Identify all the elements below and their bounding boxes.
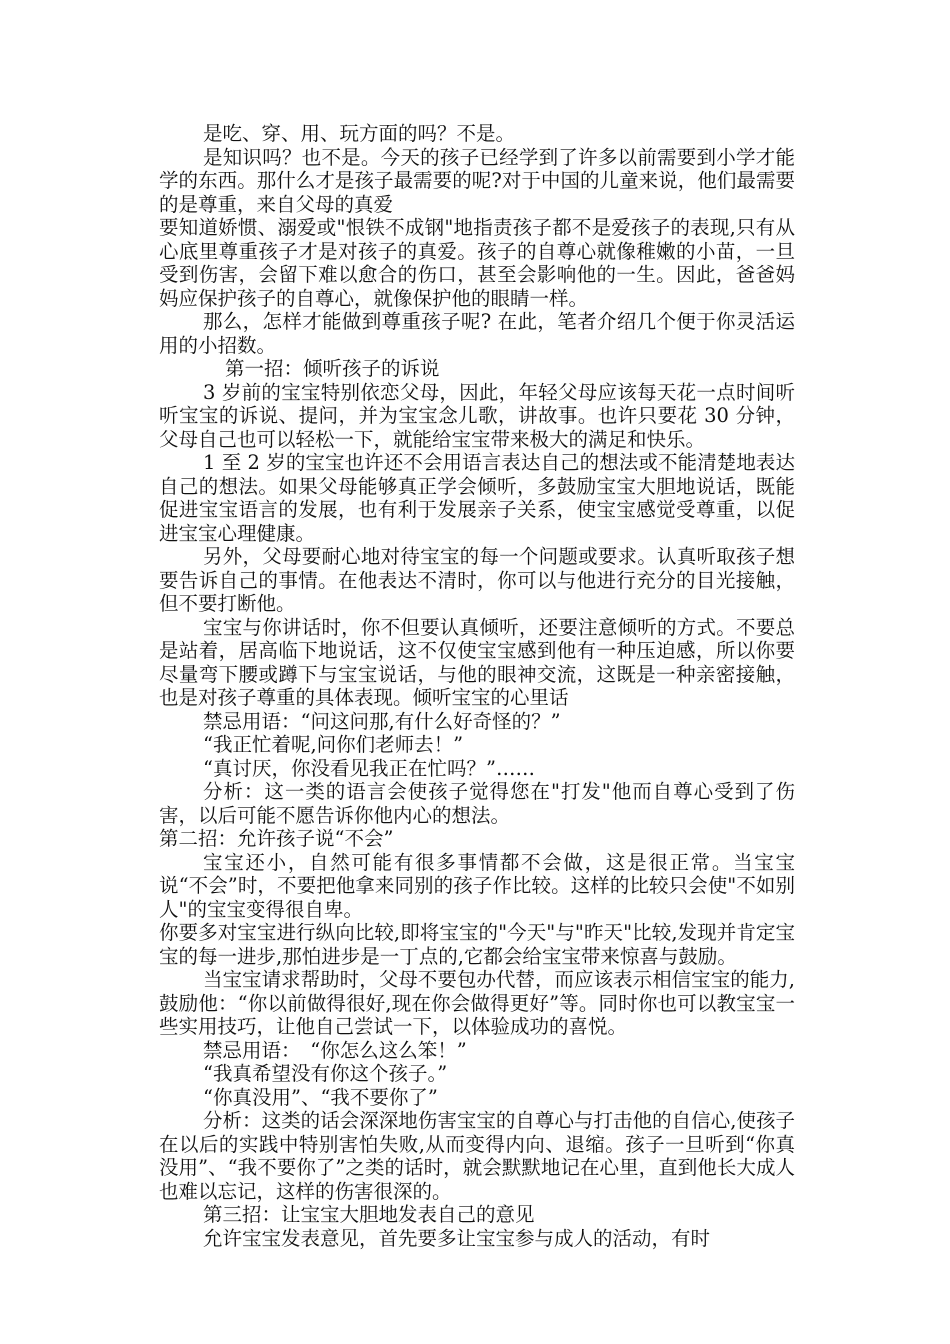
paragraph: 宝宝还小，自然可能有很多事情都不会做，这是很正常。当宝宝说“不会”时，不要把他拿来同别的孩子作比较。这样的比较只会使"不如别人"的宝宝变得很自卑。 [159,850,795,921]
paragraph: 第二招：允许孩子说“不会” [159,827,394,850]
paragraph: 那么，怎样才能做到尊重孩子呢? 在此，笔者介绍几个便于你灵活运用的小招数。 [159,310,795,357]
paragraph: “我正忙着呢,问你们老师去！” [203,733,464,756]
paragraph: 3 岁前的宝宝特别依恋父母，因此，年轻父母应该每天花一点时间听听宝宝的诉说、提问，并为宝宝念儿歌，讲故事。也许只要花 30 分钟，父母自己也可以轻松一下，就能给宝宝带来极大的满足和快乐。 [159,380,795,451]
document-body [159,122,795,1250]
paragraph: 你要多对宝宝进行纵向比较,即将宝宝的"今天"与"昨天"比较,发现并肯定宝宝的每一进步,那怕进步是一丁点的,它都会给宝宝带来惊喜与鼓励。 [159,921,795,968]
paragraph: 1 至 2 岁的宝宝也许还不会用语言表达自己的想法或不能清楚地表达自己的想法。如果父母能够真正学会倾听，多鼓励宝宝大胆地说话，既能促进宝宝语言的发展，也有利于发展亲子关系，使宝宝感觉受尊重，以促进宝宝心理健康。 [159,451,795,545]
paragraph: 另外，父母要耐心地对待宝宝的每一个问题或要求。认真听取孩子想要告诉自己的事情。在他表达不清时，你可以与他进行充分的目光接触，但不要打断他。 [159,545,795,615]
paragraph: 第一招：倾听孩子的诉说 [225,357,440,380]
paragraph: 分析：这一类的语言会使孩子觉得您在"打发"他而自尊心受到了伤害，以后可能不愿告诉你他内心的想法。 [159,780,795,827]
paragraph: 当宝宝请求帮助时，父母不要包办代替，而应该表示相信宝宝的能力,鼓励他：“你以前做得很好,现在你会做得更好”等。同时你也可以教宝宝一些实用技巧，让他自己尝试一下，以体验成功的喜悦。 [159,968,795,1038]
paragraph: 分析：这类的话会深深地伤害宝宝的自尊心与打击他的自信心,使孩子在以后的实践中特别害怕失败,从而变得内向、退缩。孩子一旦听到“你真没用”、“我不要你了”之类的话时，就会默默地记在心里，直到他长大成人也难以忘记，这样的伤害很深的。 [159,1109,795,1203]
paragraph: 禁忌用语： “你怎么这么笨！” [203,1038,467,1062]
paragraph: 是吃、穿、用、玩方面的吗？不是。 [203,122,516,145]
paragraph: “真讨厌，你没看见我正在忙吗？”…… [203,756,535,780]
paragraph: 禁忌用语：“问这问那,有什么好奇怪的？” [203,709,561,733]
paragraph: “我真希望没有你这个孩子。” [203,1062,448,1085]
paragraph: 宝宝与你讲话时，你不但要认真倾听，还要注意倾听的方式。不要总是站着，居高临下地说话，这不仅使宝宝感到他有一种压迫感，所以你要尽量弯下腰或蹲下与宝宝说话，与他的眼神交流，这既是一种亲密接触，也是对孩子尊重的具体表现。倾听宝宝的心里话 [159,615,795,709]
paragraph: 允许宝宝发表意见，首先要多让宝宝参与成人的活动，有时 [203,1226,711,1250]
paragraph: 是知识吗？也不是。今天的孩子已经学到了许多以前需要到小学才能学的东西。那什么才是孩子最需要的呢?对于中国的儿童来说，他们最需要的是尊重，来自父母的真爱 [159,145,795,216]
paragraph: 第三招：让宝宝大胆地发表自己的意见 [203,1203,535,1226]
paragraph: 要知道娇惯、溺爱或"恨铁不成钢"地指责孩子都不是爱孩子的表现,只有从心底里尊重孩子才是对孩子的真爱。孩子的自尊心就像稚嫩的小苗，一旦受到伤害，会留下难以愈合的伤口，甚至会影响他的一生。因此，爸爸妈妈应保护孩子的自尊心，就像保护他的眼睛一样。 [159,216,795,310]
paragraph: “你真没用”、“我不要你了” [203,1085,438,1109]
